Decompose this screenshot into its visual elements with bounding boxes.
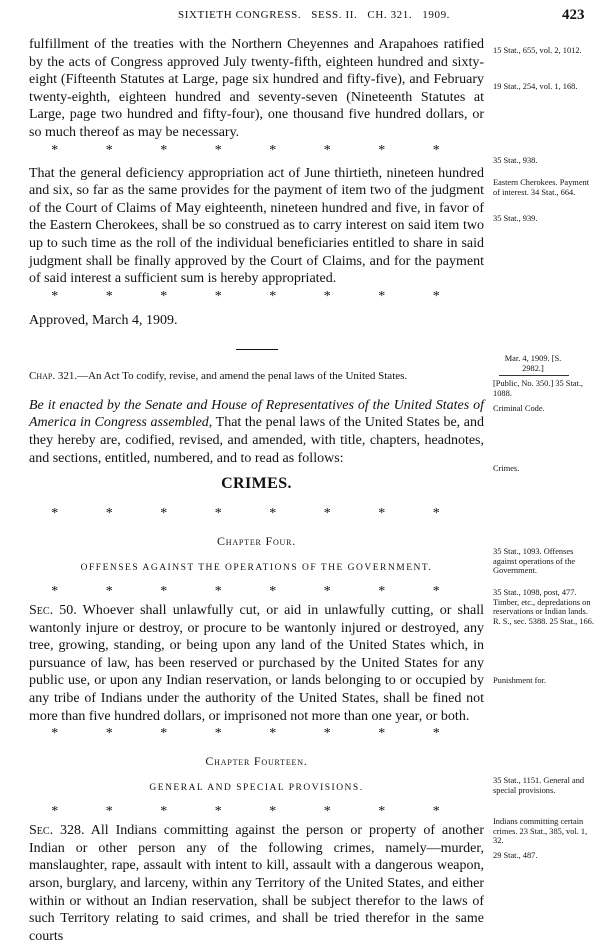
offenses-heading: OFFENSES AGAINST THE OPERATIONS OF THE GOVERNMENT. [80,563,433,574]
margin-note-general-provisions: 35 Stat., 1151. General and special provisions. [493,776,585,795]
margin-note-29-stat: 29 Stat., 487. [493,851,538,860]
chapter-caption [29,370,484,383]
margin-note-15-stat: 15 Stat., 655, vol. 2, 1012. [493,46,582,55]
ellipsis-stars: * * * * * * * * [51,726,462,742]
page-number: 423 [562,7,585,23]
approval-date: Approved, March 4, 1909. [29,312,178,328]
ellipsis-stars: * * * * * * * * [51,288,462,304]
margin-note-offenses: 35 Stat., 1093. Offenses against operations of the Government. [493,547,576,576]
ellipsis-stars: * * * * * * * * [51,584,462,600]
chapter-title: —An Act To codify, revise, and amend the penal laws of the United States. [77,369,408,382]
margin-note-date: Mar. 4, 1909. [S. 2982.] [504,354,562,373]
page-header [0,7,600,27]
section-328-text: All Indians committing against the person or property of another Indian or other person any of the following crimes, namely—murder, manslaughter, rape, assault with intent to kill, assault with a dangerous weapon, arson, burglary, and larceny, within any Territory of the United States, and either within or without an Indian reservation, shall be subject therefor to the laws of such Territory relating to said crimes, and shall be tried therefor in the same courts [29,823,484,944]
chapter-four-heading: Chapter Four. [216,534,297,549]
margin-note-crimes: Crimes. [493,464,520,473]
main-text-column [29,36,484,945]
running-head: SIXTIETH CONGRESS. SESS. II. CH. 321. 1909. [178,9,451,21]
section-328-label: Sec. 328. [29,823,85,839]
general-provisions-heading: GENERAL AND SPECIAL PROVISIONS. [149,783,364,794]
margin-note-criminal-code: Criminal Code. [493,404,545,413]
enacting-text: That the penal laws of the United States be, and they hereby are, codified, revised, and amended, with title, chapters, headnotes, and sections, entitled, numbered, and to read as follows: [29,415,484,466]
margin-note-eastern-cherokees: Eastern Cherokees. Payment of interest. 34 Stat., 664. [493,178,590,197]
crimes-title: CRIMES. [221,475,292,493]
margin-note-punishment: Punishment for. [493,676,547,685]
section-50-label: Sec. 50. [29,603,77,619]
chapter-label: Chap. 321. [29,369,78,382]
margin-note-indians-crimes: Indians committing certain crimes. 23 Stat., 385, vol. 1, 32. [493,817,588,846]
margin-note-timber: 35 Stat., 1098, post, 477. Timber, etc., depredations on reservations or Indian lands. R. S., sec. 5388. 25 Stat., 166. [493,588,594,626]
margin-note-19-stat: 19 Stat., 254, vol. 1, 168. [493,82,578,91]
margin-note-rule [499,375,569,376]
ellipsis-stars: * * * * * * * * [51,804,462,820]
section-328 [29,822,484,945]
enacting-formula: Be it enacted by the Senate and House of Representatives of the United States of America in Congress assembled, [29,397,484,431]
deficiency-paragraph: That the general deficiency appropriation act of June thirtieth, nineteen hundred and six, so far as the same provides for the payment of item two of the judgment of the Court of Claims of May eighteenth, nineteen hundred and five, in favor of the Eastern Cherokees, shall be so construed as to carry interest on said item two up to such time as the roll of the individual beneficiaries entitled to share in said judgment shall be finally approved by the Court of Claims, and for the payment of said interest a sufficient sum is hereby appropriated. [29,165,484,287]
margin-note-35-stat-939: 35 Stat., 939. [493,214,538,223]
continuation-paragraph: fulfillment of the treaties with the Northern Cheyennes and Arapahoes ratified by the acts of Congress approved July twenty-fifth, eighteen hundred and sixty-eight (Fifteenth Statutes at Large, page six hundred and fifty-five), and February twenty-eighth, eighteen hundred and seventy-seven (Nineteenth Statutes at Large, page two hundred and fifty-four), one thousand five hundred dollars, or so much thereof as may be necessary. [29,37,484,140]
section-50 [29,602,484,725]
margin-note-35-stat-938: 35 Stat., 938. [493,156,538,165]
section-50-text: Whoever shall unlawfully cut, or aid in unlawfully cutting, or shall wantonly injure or destroy, or procure to be wantonly injured or destroyed, any tree, growing, standing, or being upon any land of the United States which, in pursuance of law, has been reserved or purchased by the United States for any public use, or upon any Indian reservation, or lands belonging to or occupied by any tribe of Indians under the authority of the United States, shall be fined not more than five hundred dollars, or imprisoned not more than one year, or both. [29,603,484,724]
margin-note-public-law: [Public, No. 350.] 35 Stat., 1088. [493,379,584,398]
chapter-fourteen-heading: Chapter Fourteen. [205,754,308,769]
ellipsis-stars: * * * * * * * * [51,506,462,522]
ellipsis-stars: * * * * * * * * [51,142,462,158]
enacting-clause [29,397,484,467]
